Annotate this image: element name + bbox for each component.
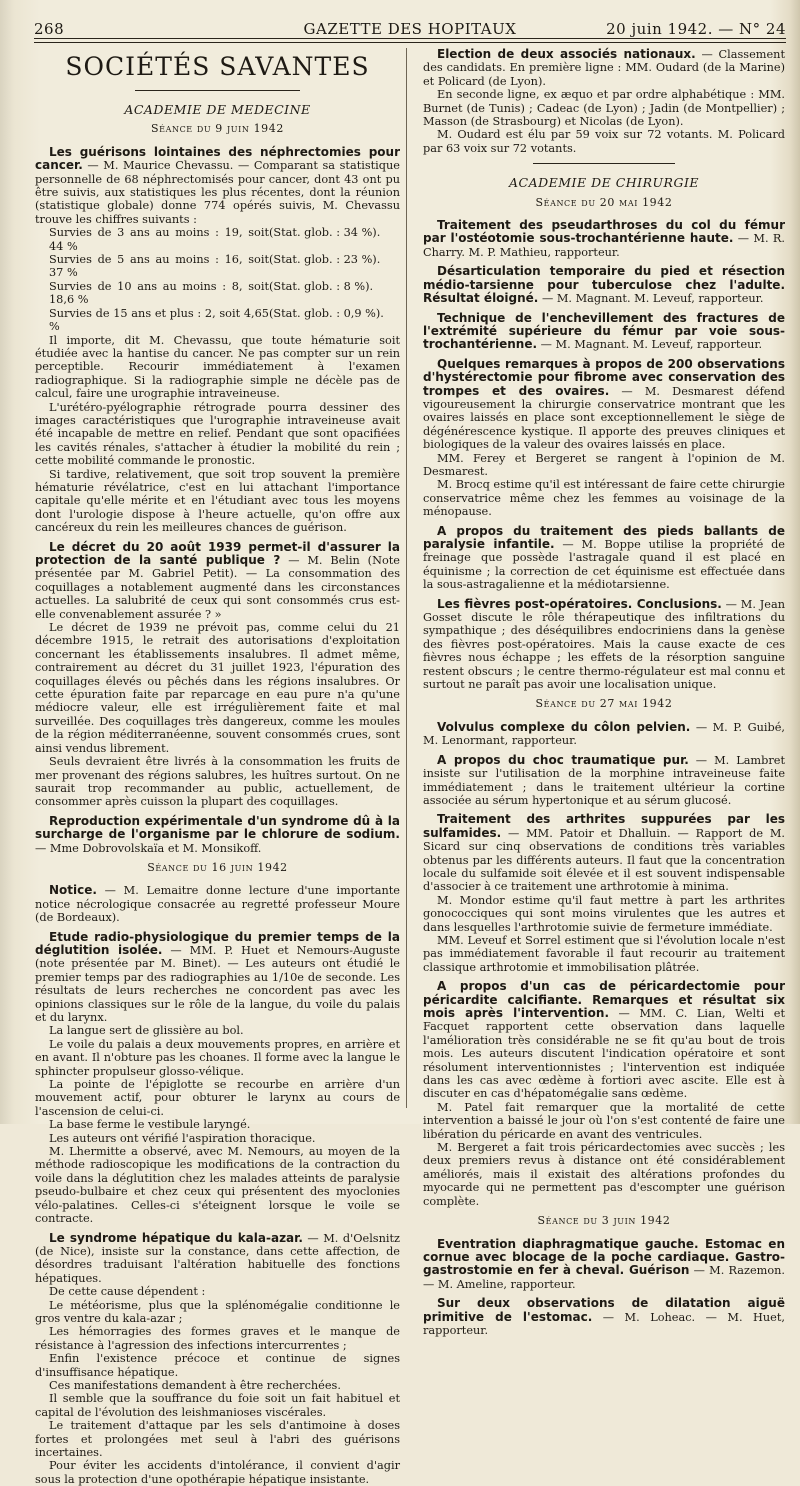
survival-row: Survies de 15 ans et plus : 2, soit 4,65 % (Stat. glob. : 0,9 %). [49,306,384,334]
paragraph: Il semble que la souffrance du foie soit un fait habituel et capital de l'évolution des leishmanioses viscérales. [35,1392,400,1419]
section-title: SOCIÉTÉS SAVANTES [65,52,370,81]
session-date: Séance du 20 mai 1942 [535,195,673,209]
paragraph: Si tardive, relativement, que soit trop souvent la première hématurie révélatrice, c'est en lui attachant l'importance capitale qu'elle mérite et en l'étudiant avec tous les moyens dont l'urologie dispose à l'heure actuelle, qu'on offre aux cancéreux du rein les meilleures chances de guérison. [35,467,400,535]
article-paragraph: A propos du traitement des pieds ballants de paralysie infantile. — M. Boppe utilise la propriété de freinage que possède l'astragale quand il est placé en équinisme ; la correction de cet équinisme est effectuée dans la sous-astragalienne et la médiotarsienne. [423,523,785,592]
article-heading: Traitement des pseudarthroses du col du fémur par l'ostéotomie sous-trochantérienne haute. [423,218,785,246]
article-heading: Le syndrome hépatique du kala-azar. [49,1230,303,1245]
paragraph: Les hémorragies des formes graves et le manque de résistance à l'agression des infections intercurrentes ; [35,1325,400,1352]
paragraph: En seconde ligne, ex æquo et par ordre alphabétique : MM. Burnet (de Tunis) ; Cadeac (de Lyon) ; Jadin (de Montpellier) ; Masson (de Strasbourg) et Nicolas (de Lyon). [423,88,785,129]
article-heading: Volvulus complexe du côlon pelvien. [437,719,691,734]
article-paragraph: Technique de l'enchevillement des fractures de l'extrémité supérieure du fémur par voie sous-trochantérienne. — M. Magnant. M. Leveuf, rapporteur. [423,310,785,352]
title-rule [135,90,300,91]
article-paragraph: A propos du choc traumatique pur. — M. Lambret insiste sur l'utilisation de la morphine intraveineuse faite immédiatement ; dans le traitement ultérieur la cortine associée au sérum hypertonique et au sérum glucosé. [423,752,785,807]
article-heading: Notice. [49,883,97,898]
session-date: Séance du 3 juin 1942 [537,1214,671,1228]
journal-title: GAZETTE DES HOPITAUX [303,20,517,38]
article-heading: Etude radio-physiologique du premier temps de la déglutition isolée. [35,929,400,957]
article-heading: Eventration diaphragmatique gauche. Estomac en cornue avec blocage de la poche cardiaque. Gastro-gastrostomie en fer à cheval. Guérison [423,1236,785,1278]
session-date: Séance du 27 mai 1942 [535,697,673,711]
article-heading: Le décret du 20 août 1939 permet-il d'assurer la protection de la santé publique ? [35,539,400,567]
article-paragraph: Volvulus complexe du côlon pelvien. — M. P. Guibé, M. Lenormant, rapporteur. [423,719,785,748]
paragraph: Il importe, dit M. Chevassu, que toute hématurie soit étudiée avec la hantise du cancer. Ne pas compter sur un rein perceptible. Recourir immédiatement à l'examen radiographique. Si la radiographie simple ne décèle pas de calcul, faire une urographie intraveineuse. [35,333,400,401]
article-paragraph: Traitement des pseudarthroses du col du fémur par l'ostéotomie sous-trochantérienne haute. — M. R. Charry. M. P. Mathieu, rapporteur. [423,218,785,259]
article-paragraph: Quelques remarques à propos de 200 observations d'hystérectomie pour fibrome avec conservation des trompes et des ovaires. — M. Desmarest défend vigoureusement la chirurgie conservatrice montrant que les ovaires laissés en place sont exceptionnellement le siège de dégénérescence kystique. Il apporte des preuves cliniques et biologiques de la valeur des ovaires laissés en place. [423,356,785,452]
academy-heading: ACADEMIE DE MEDECINE [124,102,311,117]
article-paragraph: Notice. — M. Lemaitre donne lecture d'une importante notice nécrologique consacrée au regretté professeur Moure (de Bordeaux). [35,883,400,925]
survival-row: Survies de 3 ans au moins : 19, soit 44 % (Stat. glob. : 34 %). [49,226,381,253]
paragraph: M. Patel fait remarquer que la mortalité de cette intervention a baissé le jour où l'on s'est contenté de faire une libération du péricarde en avant des ventricules. [423,1100,785,1141]
article-heading: Désarticulation temporaire du pied et résection médio-tarsienne pour tuberculose chez l'adulte. Résultat éloigné. [423,264,785,306]
article-heading: Technique de l'enchevillement des fractures de l'extrémité supérieure du fémur par voie sous-trochantérienne. [423,310,785,352]
article-paragraph: Désarticulation temporaire du pied et résection médio-tarsienne pour tuberculose chez l'adulte. Résultat éloigné. — M. Magnant. M. Leveuf, rapporteur. [423,264,785,306]
article-heading: Les fièvres post-opératoires. Conclusions. [437,596,722,611]
survival-row: Survies de 5 ans au moins : 16, soit 37 % (Stat. glob. : 23 %). [49,253,381,280]
article-heading: A propos du traitement des pieds ballants de paralysie infantile. [423,523,785,551]
article-paragraph: Les guérisons lointaines des néphrectomies pour cancer. — M. Maurice Chevassu. — Comparant sa statistique personnelle de 68 néphrectomisés pour cancer, dont 43 ont pu être suivis, aux statistiques les plus récentes, dont la réunion (statistique globale) donne 774 opérés suivis, M. Chevassu trouve les chiffres suivants : [35,144,400,226]
header-rule-thin [34,42,786,43]
article-heading: Reproduction expérimentale d'un syndrome dû à la surcharge de l'organisme par le chlorure de sodium. [35,813,400,842]
session-date: Séance du 16 juin 1942 [147,860,288,874]
paragraph: M. Brocq estime qu'il est intéressant de faire cette chirurgie conservatrice même chez les femmes au voisinage de la ménopause. [423,478,785,519]
paragraph: Seuls devraient être livrés à la consommation les fruits de mer provenant des régions salubres, les huîtres surtout. On ne saurait trop recommander au public, actuellement, de consommer après cuisson la plupart des coquillages. [35,755,400,809]
header-rule [34,38,786,39]
article-paragraph: Le syndrome hépatique du kala-azar. — M. d'Oelsnitz (de Nice), insiste sur la constance, dans cette affection, de désordres traduisant l'altération habituelle des fonctions hépatiques. [35,1230,400,1285]
article-heading: A propos du choc traumatique pur. [437,752,689,767]
session-date: Séance du 9 juin 1942 [151,122,284,136]
article-heading: Quelques remarques à propos de 200 observations d'hystérectomie pour fibrome avec conservation des trompes et des ovaires. [423,356,785,398]
column-divider [406,48,407,1108]
paragraph: De cette cause dépendent : [49,1285,206,1299]
article-heading: Traitement des arthrites suppurées par les sulfamides. [423,812,785,840]
left-column [35,48,400,1486]
paragraph: Pour éviter les accidents d'intolérance, il convient d'agir sous la protection d'une opothérapie hépatique insistante. [35,1459,400,1486]
survival-row: Survies de 10 ans au moins : 8, soit 18,6 % (Stat. glob. : 8 %). [49,279,374,307]
paragraph: M. Mondor estime qu'il faut mettre à part les arthrites gonococciques qui sont moins virulentes que les autres et dans lesquelles l'arthrotomie suivie de fermeture immédiate. [423,893,785,934]
issue-date: 20 juin 1942. — N° 24 [606,20,786,38]
page-number: 268 [34,20,65,38]
paragraph: M. Oudard est élu par 59 voix sur 72 votants. M. Policard par 63 voix sur 72 votants. [423,128,785,155]
paragraph: La base ferme le vestibule laryngé. [49,1118,251,1132]
paragraph: L'urétéro-pyélographie rétrograde pourra dessiner des images caractéristiques que l'urographie intraveineuse avait été incapable de mettre en relief. Pendant que sont opacifiées les cavités rénales, s'attacher à étudier la mobilité du rein ; cette mobilité commande le pronostic. [35,400,400,468]
right-column [423,48,785,1337]
academy-heading: ACADEMIE DE CHIRURGIE [508,175,700,191]
paragraph: Les auteurs ont vérifié l'aspiration thoracique. [49,1131,316,1145]
paragraph: MM. Ferey et Bergeret se rangent à l'opinion de M. Desmarest. [423,451,785,478]
paragraph: La langue sert de glissière au bol. [49,1024,244,1038]
article-paragraph: Reproduction expérimentale d'un syndrome dû à la surcharge de l'organisme par le chlorure de sodium. — Mme Dobrovolskaïa et M. Monsikoff. [35,813,400,855]
paragraph: Le voile du palais a deux mouvements propres, en arrière et en avant. Il n'obture pas les choanes. Il forme avec la langue le sphincter propulseur glosso-vélique. [35,1037,400,1078]
article-paragraph: Les fièvres post-opératoires. Conclusions. — M. Jean Gosset discute le rôle thérapeutique des infiltrations du sympathique ; des déséquilibres endocriniens dans la genèse des fièvres post-opératoires. Mais la cause exacte de ces fièvres nous échappe ; les effets de la résorption sanguine restent obscurs ; le centre thermo-régulateur est mal connu et surtout ne paraît pas avoir une localisation unique. [423,596,786,692]
article-paragraph: Sur deux observations de dilatation aiguë primitive de l'estomac. — M. Loheac. — M. Huet, rapporteur. [423,1296,785,1337]
article-paragraph: Etude radio-physiologique du premier temps de la déglutition isolée. — MM. P. Huet et Nemours-Auguste (note présentée par M. Binet). — Les auteurs ont étudié le premier temps par des radiographies au 1/10e de seconde. Les résultats de leurs recherches ne concordent pas avec les opinions classiques sur le rôle de la langue, du voile du palais et du larynx. [35,929,400,1024]
section-rule [533,163,675,164]
paragraph: M. Bergeret a fait trois péricardectomies avec succès ; les deux premiers revus à distance ont été considérablement améliorés, mais il existait des altérations profondes du myocarde qui ne permettent pas d'escompter une guérison complète. [423,1141,785,1208]
article-heading: Les guérisons lointaines des néphrectomies pour cancer. [35,144,400,173]
paragraph: La pointe de l'épiglotte se recourbe en arrière d'un mouvement actif, pour obturer le larynx au cours de l'ascension de celui-ci. [35,1078,400,1118]
article-paragraph: Traitement des arthrites suppurées par les sulfamides. — MM. Patoir et Dhalluin. — Rapport de M. Sicard sur cinq observations de conditions très variables obtenus par les différents auteurs. Il faut que la concentration locale du sulfamide soit élevée et il est souvent indispensable d'associer à ce traitement une arthrotomie à minima. [423,812,785,894]
article-heading: A propos d'un cas de péricardectomie pour péricardite calcifiante. Remarques et résultat six mois après l'intervention. [423,979,785,1020]
article-heading: Sur deux observations de dilatation aiguë primitive de l'estomac. [423,1296,785,1324]
article-paragraph: Le décret du 20 août 1939 permet-il d'assurer la protection de la santé publique ? — M. Belin (Note présentée par M. Gabriel Petit). — La consommation des coquillages a notablement augmenté dans les circonstances actuelles. La salubrité de ceux qui sont consommés crus est-elle convenablement assurée ? » [35,539,400,621]
paragraph: MM. Leveuf et Sorrel estiment que si l'évolution locale n'est pas immédiatement favorable il faut recourir au traitement classique arthrotomie et immobilisation plâtrée. [423,933,785,974]
paragraph: Le météorisme, plus que la splénomégalie conditionne le gros ventre du kala-azar ; [35,1298,400,1325]
paragraph: M. Lhermitte a observé, avec M. Nemours, au moyen de la méthode radioscopique les modifications de la contraction du voile dans la déglutition chez les malades atteints de paralysie pseudo-bulbaire et chez ceux qui présentent des myoclonies vélo-palatines. Celles-ci s'éteignent lorsque le voile se contracte. [35,1145,400,1226]
article-heading: Election de deux associés nationaux. [437,47,696,61]
paragraph: Le décret de 1939 ne prévoit pas, comme celui du 21 décembre 1915, le retrait des autorisations d'exploitation concernant les établissements insalubres. Il admet même, contrairement au décret du 31 juillet 1923, l'épuration des coquillages élevés ou pêchés dans les régions insalubres. Or cette épuration faite par reparcage en eau pure n'a qu'une médiocre valeur, elle est irrégulièrement faite et mal surveillée. Des coquillages très dangereux, comme les moules de la région méditerranéenne, souvent consommés crues, sont ainsi vendus librement. [35,621,400,755]
paragraph: Ces manifestations demandent à être recherchées. [49,1378,341,1392]
paragraph: Enfin l'existence précoce et continue de signes d'insuffisance hépatique. [35,1352,400,1379]
article-paragraph: Election de deux associés nationaux. — Classement des candidats. En première ligne : MM. Oudard (de la Marine) et Policard (de Lyon). [423,47,785,88]
paragraph: Le traitement d'attaque par les sels d'antimoine à doses fortes et prolongées met seul à l'abri des guérisons incertaines. [35,1419,400,1459]
article-paragraph: Eventration diaphragmatique gauche. Estomac en cornue avec blocage de la poche cardiaque. Gastro-gastrostomie en fer à cheval. Guérison — M. Razemon. — M. Ameline, rapporteur. [423,1236,786,1291]
article-paragraph: A propos d'un cas de péricardectomie pour péricardite calcifiante. Remarques et résultat six mois après l'intervention. — MM. C. Lian, Welti et Facquet rapportent cette observation dans laquelle l'amélioration très considérable ne se fit qu'au bout de trois mois. Les auteurs discutent l'indication opératoire et sont résolument interventionnistes ; l'intervention est indiquée dans les cas avec œdème à fortiori avec ascite. Elle est à discuter en cas d'hépatomégalie sans œdème. [423,979,785,1101]
